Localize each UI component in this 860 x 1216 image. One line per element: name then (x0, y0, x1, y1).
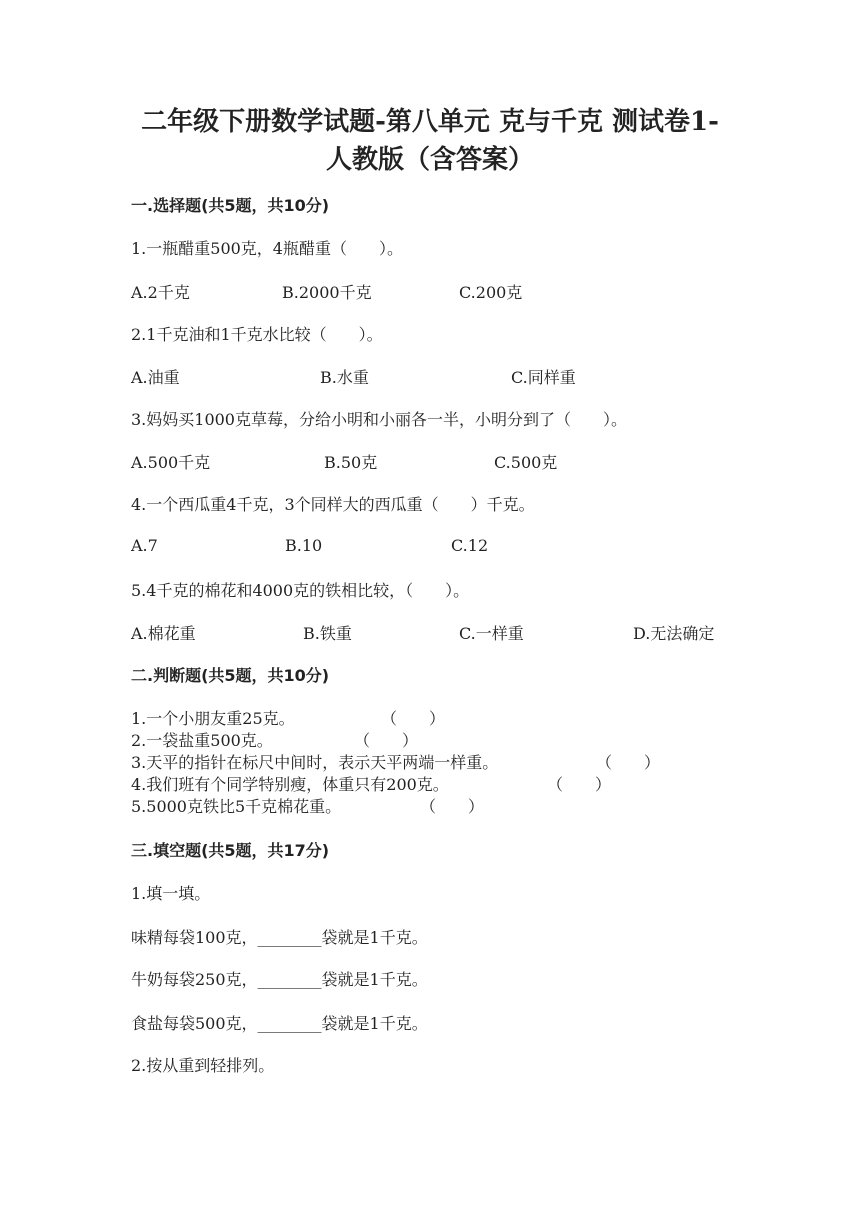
option-b: B.铁重 (303, 624, 352, 643)
option-c: C.同样重 (511, 368, 576, 387)
judgement-item: 2.一袋盐重500克。 (131, 731, 273, 750)
fill-blank-line: 食盐每袋500克，________袋就是1千克。 (131, 1014, 428, 1033)
option-b: B.50克 (324, 453, 378, 472)
fill-blank-line: 味精每袋100克，________袋就是1千克。 (131, 928, 428, 947)
fill-blank-line: 牛奶每袋250克，________袋就是1千克。 (131, 970, 428, 989)
option-b: B.水重 (320, 368, 369, 387)
question-stem: 2.1千克油和1千克水比较（ ）。 (131, 325, 383, 344)
answer-bracket: （ ） (354, 731, 419, 750)
option-d: D.无法确定 (633, 624, 715, 643)
option-c: C.12 (451, 536, 489, 555)
question-stem: 1.一瓶醋重500克，4瓶醋重（ ）。 (131, 239, 403, 258)
option-b: B.2000千克 (282, 283, 372, 302)
answer-bracket: （ ） (596, 753, 661, 772)
question-stem: 4.一个西瓜重4千克，3个同样大的西瓜重（ ）千克。 (131, 495, 535, 514)
judgement-item: 3.天平的指针在标尺中间时，表示天平两端一样重。 (131, 753, 499, 772)
answer-bracket: （ ） (547, 775, 612, 794)
option-c: C.200克 (459, 283, 523, 302)
question-stem: 5.4千克的棉花和4000克的铁相比较，（ ）。 (131, 581, 470, 600)
answer-bracket: （ ） (420, 797, 485, 816)
judgement-item: 5.5000克铁比5千克棉花重。 (131, 797, 342, 816)
option-a: A.7 (131, 536, 158, 555)
option-b: B.10 (285, 536, 323, 555)
option-a: A.500千克 (131, 453, 211, 472)
section-heading-fill: 三.填空题(共5题，共17分) (131, 841, 330, 860)
option-c: C.500克 (494, 453, 558, 472)
document-title (60, 103, 800, 179)
judgement-item: 1.一个小朋友重25克。 (131, 709, 295, 728)
option-a: A.棉花重 (131, 624, 196, 643)
judgement-item: 4.我们班有个同学特别瘦，体重只有200克。 (131, 775, 449, 794)
title-line-1: 二年级下册数学试题-第八单元 克与千克 测试卷1- (141, 107, 719, 137)
option-a: A.2千克 (131, 283, 190, 302)
answer-bracket: （ ） (381, 709, 446, 728)
title-line-2: 人教版（含答案） (325, 145, 534, 175)
section-heading-choice: 一.选择题(共5题，共10分) (131, 196, 330, 215)
section-heading-judgement: 二.判断题(共5题，共10分) (131, 666, 330, 685)
question-stem: 3.妈妈买1000克草莓，分给小明和小丽各一半，小明分到了（ ）。 (131, 410, 627, 429)
option-c: C.一样重 (459, 624, 524, 643)
question-stem: 1.填一填。 (131, 884, 211, 903)
option-a: A.油重 (131, 368, 180, 387)
question-stem: 2.按从重到轻排列。 (131, 1056, 275, 1075)
